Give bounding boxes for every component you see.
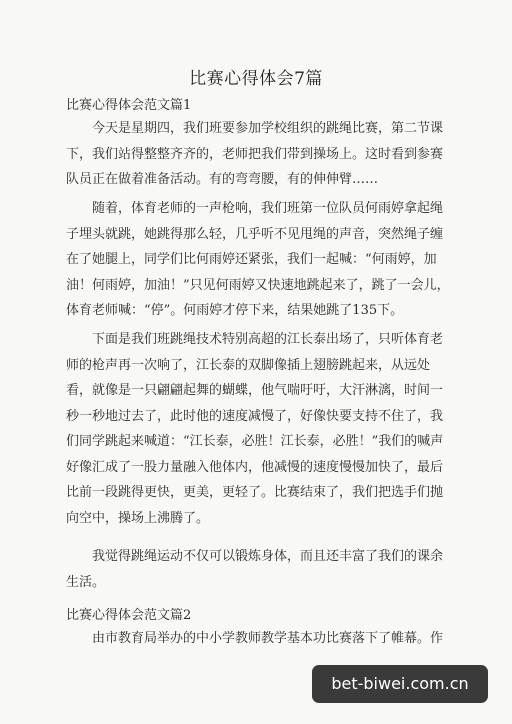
page-title: 比赛心得体会7篇 (189, 69, 323, 89)
paragraph-2 (66, 196, 450, 324)
text-line: 比前一段跳得更快，更美，更轻了。比赛结束了，我们把选手们抛 (66, 485, 444, 500)
text-line: 们同学跳起来喊道：“江长泰，必胜！江长泰，必胜！”我们的喊声 (66, 434, 444, 449)
watermark-badge: bet-biwei.com.cn (312, 665, 488, 703)
text-line: 下，我们站得整整齐齐的，老师把我们带到操场上。这时看到参赛 (66, 146, 444, 162)
text-line: 体育老师喊：“停”。何雨婷才停下来，结果她跳了135下。 (66, 303, 404, 318)
text-line: 下面是我们班跳绳技术特别高超的江长泰出场了，只听体育老 (92, 332, 444, 347)
text-line: 看，就像是一只翩翩起舞的蝴蝶，他气喘吁吁，大汗淋漓，时间一 (66, 383, 444, 398)
text-line: 向空中，操场上沸腾了。 (66, 510, 210, 526)
section-heading-2: 比赛心得体会范文篇2 (66, 608, 192, 623)
text-line: 好像汇成了一股力量融入他体内，他减慢的速度慢慢加快了，最后 (66, 459, 444, 475)
text-line: 由市教育局举办的中小学教师教学基本功比赛落下了帷幕。作 (92, 631, 444, 646)
text-line: 生活。 (66, 574, 106, 590)
text-line: 队员正在做着准备活动。有的弯弯腰，有的伸伸臂…… (66, 172, 379, 187)
section-heading-1: 比赛心得体会范文篇1 (66, 98, 192, 113)
paragraph-3 (66, 327, 450, 531)
text-line: 师的枪声再一次响了，江长泰的双脚像插上翅膀跳起来，从远处 (66, 357, 431, 373)
paragraph-1 (66, 116, 450, 193)
text-line: 油！何雨婷，加油！”只见何雨婷又快速地跳起来了，跳了一会儿， (66, 277, 450, 293)
paragraph-5 (66, 626, 450, 652)
text-line: 秒一秒地过去了，此时他的速度减慢了，好像快要支持不住了，我 (66, 408, 444, 424)
text-line: 在了她腿上，同学们比何雨婷还紧张，我们一起喊：“何雨婷，加 (66, 252, 437, 267)
text-line: 我觉得跳绳运动不仅可以锻炼身体，而且还丰富了我们的课余 (92, 549, 444, 564)
text-line: 随着，体育老师的一声枪响，我们班第一位队员何雨婷拿起绳 (92, 201, 444, 216)
text-line: 子埋头就跳，她跳得那么轻，几乎听不见甩绳的声音，突然绳子缠 (66, 226, 444, 242)
paragraph-4 (66, 544, 450, 595)
text-line: 今天是星期四，我们班要参加学校组织的跳绳比赛，第二节课 (92, 121, 444, 136)
